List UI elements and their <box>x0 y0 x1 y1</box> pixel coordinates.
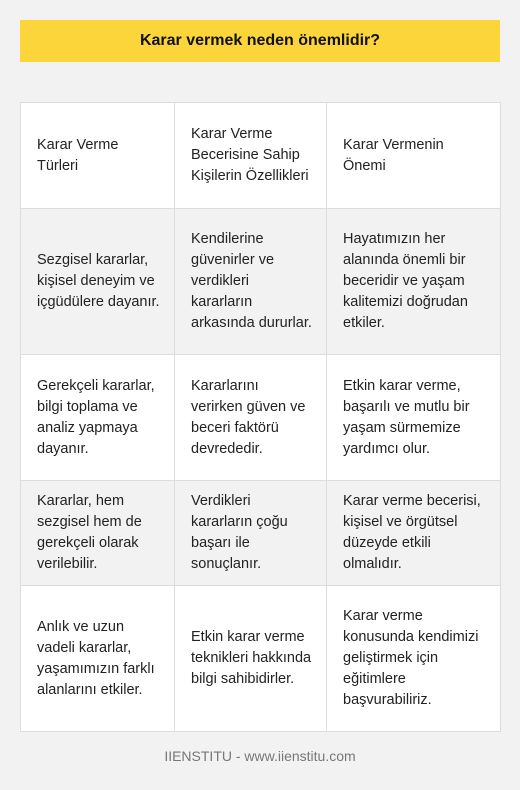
table-cell: Karar verme becerisi, kişisel ve örgütsel düzeyde etkili olmalıdır. <box>327 481 501 586</box>
header-cell-types: Karar Verme Türleri <box>21 103 175 209</box>
table-cell: Kararlarını verirken güven ve beceri faktörü devrededir. <box>175 355 327 481</box>
table-cell: Kararlar, hem sezgisel hem de gerekçeli olarak verilebilir. <box>21 481 175 586</box>
table-row <box>21 209 501 355</box>
table-header-row <box>21 103 501 209</box>
table-row <box>21 481 501 586</box>
table-cell: Anlık ve uzun vadeli kararlar, yaşamımızın farklı alanlarını etkiler. <box>21 586 175 732</box>
decision-table <box>20 102 501 732</box>
header-cell-traits: Karar Verme Becerisine Sahip Kişilerin Özellikleri <box>175 103 327 209</box>
footer-credit: IIENSTITU - www.iienstitu.com <box>164 748 356 764</box>
table-cell: Verdikleri kararların çoğu başarı ile sonuçlanır. <box>175 481 327 586</box>
table-cell: Hayatımızın her alanında önemli bir beceridir ve yaşam kalitemizi doğrudan etkiler. <box>327 209 501 355</box>
table-cell: Gerekçeli kararlar, bilgi toplama ve analiz yapmaya dayanır. <box>21 355 175 481</box>
table-cell: Etkin karar verme teknikleri hakkında bilgi sahibidirler. <box>175 586 327 732</box>
title-banner <box>20 20 500 62</box>
page-title: Karar vermek neden önemlidir? <box>139 32 381 49</box>
table-cell: Sezgisel kararlar, kişisel deneyim ve içgüdülere dayanır. <box>21 209 175 355</box>
table-row <box>21 355 501 481</box>
table-cell: Karar verme konusunda kendimizi geliştirmek için eğitimlere başvurabiliriz. <box>327 586 501 732</box>
table-cell: Kendilerine güvenirler ve verdikleri kararların arkasında dururlar. <box>175 209 327 355</box>
header-cell-importance: Karar Vermenin Önemi <box>327 103 501 209</box>
table-row <box>21 586 501 732</box>
table-cell: Etkin karar verme, başarılı ve mutlu bir yaşam sürmemize yardımcı olur. <box>327 355 501 481</box>
